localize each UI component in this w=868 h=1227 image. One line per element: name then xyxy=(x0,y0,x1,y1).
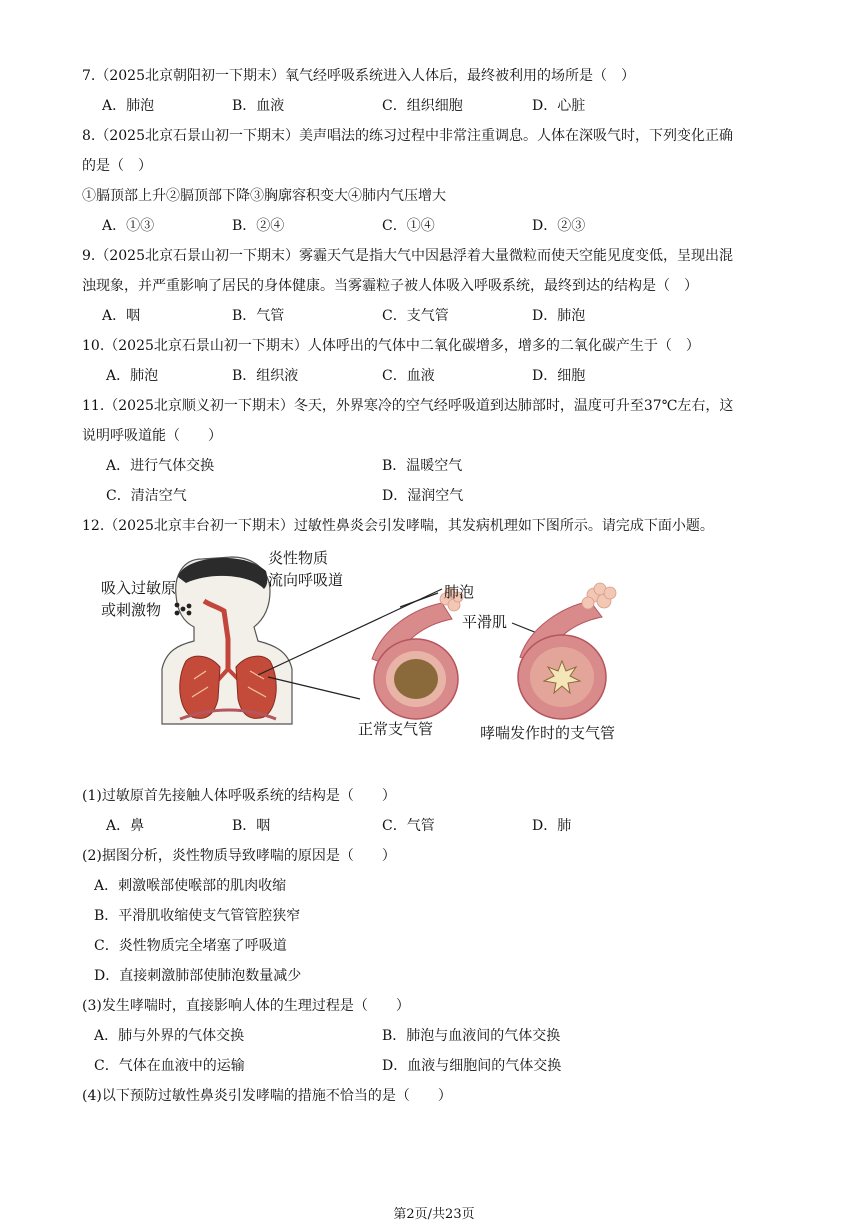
label-inflammatory-substance-line1: 炎性物质 xyxy=(268,549,329,567)
q7-option-d: D．心脏 xyxy=(532,98,586,114)
q12-sub1-option-a: A．鼻 xyxy=(106,818,145,834)
q11-stem-line2: 说明呼吸道能（ ） xyxy=(82,428,222,444)
q12-sub2-option-b: B．平滑肌收缩使支气管管腔狭窄 xyxy=(94,908,301,924)
q12-sub2-option-a: A．刺激喉部使喉部的肌肉收缩 xyxy=(94,878,287,894)
q7-stem: 7.（2025北京朝阳初一下期末）氧气经呼吸系统进入人体后，最终被利用的场所是（ ） xyxy=(82,68,635,84)
q12-sub3-option-c: C．气体在血液中的运输 xyxy=(94,1058,245,1074)
q10-option-b: B．组织液 xyxy=(232,368,299,384)
q11-option-d: D．湿润空气 xyxy=(382,488,464,504)
page-number: 第2页/共23页 xyxy=(393,1207,475,1222)
q12-sub3-option-b: B．肺泡与血液间的气体交换 xyxy=(382,1028,561,1044)
q8-option-c: C．①④ xyxy=(382,218,435,234)
q12-sub1-option-b: B．咽 xyxy=(232,818,271,834)
q11-option-a: A．进行气体交换 xyxy=(106,458,215,474)
q12-sub3-stem: (3)发生哮喘时，直接影响人体的生理过程是（ ） xyxy=(82,998,410,1014)
q12-sub1-option-c: C．气管 xyxy=(382,818,435,834)
q9-option-d: D．肺泡 xyxy=(532,308,586,324)
q8-statements: ①膈顶部上升②膈顶部下降③胸廓容积变大④肺内气压增大 xyxy=(82,188,446,204)
q9-option-c: C．支气管 xyxy=(382,308,449,324)
q12-sub4-stem: (4)以下预防过敏性鼻炎引发哮喘的措施不恰当的是（ ） xyxy=(82,1088,452,1104)
label-asthma-bronchus: 哮喘发作时的支气管 xyxy=(480,724,616,742)
label-smooth-muscle: 平滑肌 xyxy=(462,613,508,631)
q10-option-a: A．肺泡 xyxy=(106,368,159,384)
q8-option-a: A．①③ xyxy=(102,218,155,234)
q12-sub2-option-c: C．炎性物质完全堵塞了呼吸道 xyxy=(94,938,287,954)
asthma-mechanism-figure xyxy=(82,549,642,749)
q7-option-b: B．血液 xyxy=(232,98,285,114)
q7-option-c: C．组织细胞 xyxy=(382,98,463,114)
q8-stem-line2: 的是（ ） xyxy=(82,158,152,174)
label-inhale-allergen-line2: 或刺激物 xyxy=(101,601,162,619)
q10-option-c: C．血液 xyxy=(382,368,435,384)
q9-stem-line2: 浊现象，并严重影响了居民的身体健康。当雾霾粒子被人体吸入呼吸系统，最终到达的结构是（ ） xyxy=(82,278,698,294)
q9-option-b: B．气管 xyxy=(232,308,285,324)
q12-sub2-stem: (2)据图分析，炎性物质导致哮喘的原因是（ ） xyxy=(82,848,396,864)
q7-option-a: A．肺泡 xyxy=(102,98,155,114)
asthma-bronchus xyxy=(518,583,616,719)
q12-sub2-option-d: D．直接刺激肺部使肺泡数量减少 xyxy=(94,968,302,984)
q10-option-d: D．细胞 xyxy=(532,368,586,384)
q12-sub3-option-a: A．肺与外界的气体交换 xyxy=(94,1028,245,1044)
q8-option-d: D．②③ xyxy=(532,218,586,234)
q11-option-b: B．温暖空气 xyxy=(382,458,463,474)
label-inflammatory-substance-line2: 流向呼吸道 xyxy=(268,571,344,589)
q8-stem-line1: 8.（2025北京石景山初一下期末）美声唱法的练习过程中非常注重调息。人体在深吸气时，下列变化正确 xyxy=(82,128,733,144)
q11-option-c: C．清洁空气 xyxy=(106,488,187,504)
normal-bronchus xyxy=(372,588,463,719)
q9-option-a: A．咽 xyxy=(102,308,141,324)
q10-stem: 10.（2025北京石景山初一下期末）人体呼出的气体中二氧化碳增多，增多的二氧化碳产生于（ ） xyxy=(82,338,700,354)
label-inhale-allergen-line1: 吸入过敏原 xyxy=(101,579,177,597)
label-normal-bronchus: 正常支气管 xyxy=(358,720,434,738)
q8-option-b: B．②④ xyxy=(232,218,285,234)
q12-sub3-option-d: D．血液与细胞间的气体交换 xyxy=(382,1058,562,1074)
q12-sub1-option-d: D．肺 xyxy=(532,818,572,834)
q12-sub1-stem: (1)过敏原首先接触人体呼吸系统的结构是（ ） xyxy=(82,788,396,804)
q11-stem-line1: 11.（2025北京顺义初一下期末）冬天，外界寒冷的空气经呼吸道到达肺部时，温度可升至37℃左右，这 xyxy=(82,398,734,414)
label-alveoli: 肺泡 xyxy=(444,583,475,601)
q9-stem-line1: 9.（2025北京石景山初一下期末）雾霾天气是指大气中因悬浮着大量微粒而使天空能见度变低，呈现出混 xyxy=(82,248,733,264)
q12-stem: 12.（2025北京丰台初一下期末）过敏性鼻炎会引发哮喘，其发病机理如下图所示。请完成下面小题。 xyxy=(82,518,714,534)
